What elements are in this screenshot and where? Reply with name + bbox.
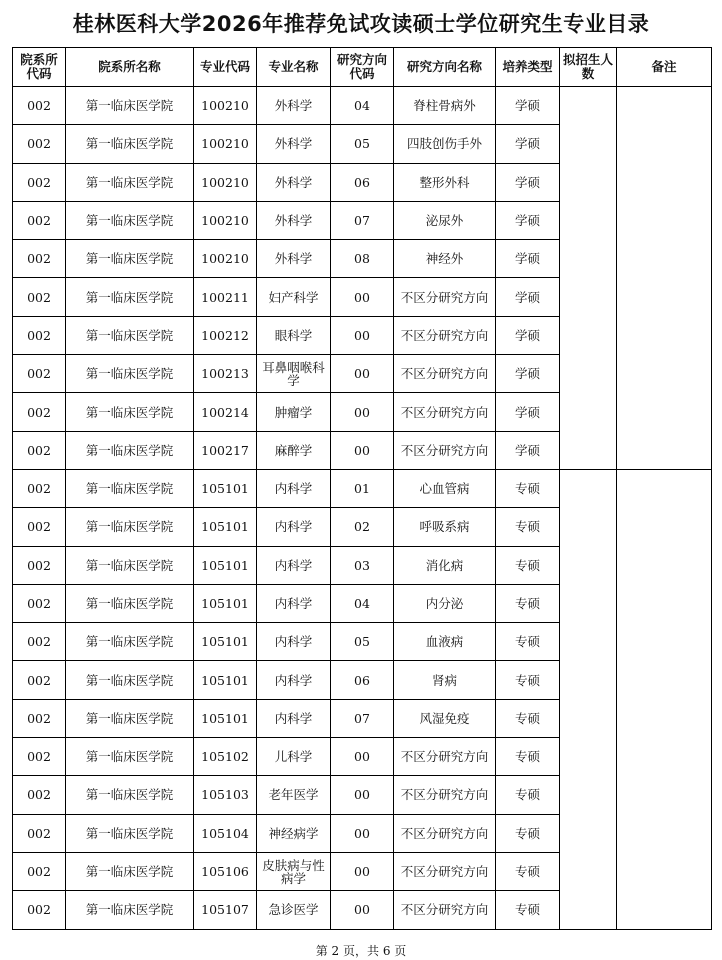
cell-major-code: 100217 — [194, 431, 257, 469]
cell-direction-name: 内分泌 — [394, 584, 496, 622]
cell-dept-code: 002 — [13, 661, 66, 699]
cell-major-code: 100213 — [194, 355, 257, 393]
cell-dept-code: 002 — [13, 201, 66, 239]
cell-major-code: 105101 — [194, 469, 257, 507]
cell-direction-name: 神经外 — [394, 240, 496, 278]
header-degree-type: 培养类型 — [496, 48, 560, 87]
cell-dept-code: 002 — [13, 469, 66, 507]
cell-degree-type: 专硕 — [496, 584, 560, 622]
cell-major-name: 肿瘤学 — [257, 393, 331, 431]
cell-major-code: 105106 — [194, 852, 257, 890]
cell-direction-name: 不区分研究方向 — [394, 316, 496, 354]
cell-dept-name: 第一临床医学院 — [66, 316, 194, 354]
cell-major-name: 眼科学 — [257, 316, 331, 354]
cell-dept-code: 002 — [13, 508, 66, 546]
cell-degree-type: 学硕 — [496, 87, 560, 125]
cell-dept-name: 第一临床医学院 — [66, 891, 194, 929]
cell-dept-code: 002 — [13, 814, 66, 852]
cell-major-code: 105103 — [194, 776, 257, 814]
cell-major-name: 神经病学 — [257, 814, 331, 852]
cell-direction-name: 不区分研究方向 — [394, 393, 496, 431]
cell-direction-name: 不区分研究方向 — [394, 355, 496, 393]
cell-major-code: 105107 — [194, 891, 257, 929]
cell-degree-type: 专硕 — [496, 469, 560, 507]
header-dept-name: 院系所名称 — [66, 48, 194, 87]
cell-major-name: 内科学 — [257, 546, 331, 584]
cell-major-code: 100214 — [194, 393, 257, 431]
table-body — [13, 87, 712, 930]
cell-degree-type: 专硕 — [496, 891, 560, 929]
cell-dept-name: 第一临床医学院 — [66, 431, 194, 469]
cell-degree-type: 学硕 — [496, 316, 560, 354]
cell-dept-name: 第一临床医学院 — [66, 469, 194, 507]
cell-direction-code: 04 — [331, 584, 394, 622]
cell-degree-type: 学硕 — [496, 393, 560, 431]
program-directory-table — [12, 47, 712, 930]
cell-direction-name: 风湿免疫 — [394, 699, 496, 737]
cell-degree-type: 学硕 — [496, 125, 560, 163]
cell-major-code: 105101 — [194, 584, 257, 622]
cell-remarks — [617, 87, 712, 470]
cell-major-name: 老年医学 — [257, 776, 331, 814]
cell-dept-code: 002 — [13, 316, 66, 354]
cell-dept-code: 002 — [13, 623, 66, 661]
cell-dept-name: 第一临床医学院 — [66, 546, 194, 584]
cell-degree-type: 学硕 — [496, 163, 560, 201]
cell-dept-name: 第一临床医学院 — [66, 814, 194, 852]
cell-degree-type: 专硕 — [496, 814, 560, 852]
cell-major-name: 麻醉学 — [257, 431, 331, 469]
cell-major-code: 100210 — [194, 240, 257, 278]
cell-dept-name: 第一临床医学院 — [66, 661, 194, 699]
cell-major-name: 外科学 — [257, 125, 331, 163]
cell-major-code: 100210 — [194, 201, 257, 239]
cell-dept-name: 第一临床医学院 — [66, 508, 194, 546]
cell-major-name: 急诊医学 — [257, 891, 331, 929]
cell-direction-code: 06 — [331, 661, 394, 699]
cell-degree-type: 专硕 — [496, 508, 560, 546]
cell-degree-type: 专硕 — [496, 661, 560, 699]
cell-remarks — [617, 469, 712, 929]
cell-direction-code: 00 — [331, 278, 394, 316]
cell-direction-code: 00 — [331, 814, 394, 852]
cell-degree-type: 专硕 — [496, 623, 560, 661]
cell-quota — [560, 87, 617, 470]
cell-direction-name: 心血管病 — [394, 469, 496, 507]
cell-dept-code: 002 — [13, 278, 66, 316]
cell-dept-name: 第一临床医学院 — [66, 738, 194, 776]
cell-direction-name: 不区分研究方向 — [394, 891, 496, 929]
cell-direction-code: 00 — [331, 393, 394, 431]
cell-direction-code: 05 — [331, 125, 394, 163]
cell-major-name: 外科学 — [257, 240, 331, 278]
cell-direction-code: 04 — [331, 87, 394, 125]
cell-major-code: 100212 — [194, 316, 257, 354]
cell-major-code: 100210 — [194, 125, 257, 163]
cell-direction-name: 肾病 — [394, 661, 496, 699]
cell-direction-code: 00 — [331, 355, 394, 393]
cell-dept-code: 002 — [13, 87, 66, 125]
cell-degree-type: 专硕 — [496, 852, 560, 890]
header-direction-code: 研究方向代码 — [331, 48, 394, 87]
cell-degree-type: 学硕 — [496, 278, 560, 316]
cell-direction-code: 06 — [331, 163, 394, 201]
cell-major-name: 妇产科学 — [257, 278, 331, 316]
cell-dept-code: 002 — [13, 699, 66, 737]
cell-dept-name: 第一临床医学院 — [66, 355, 194, 393]
header-major-name: 专业名称 — [257, 48, 331, 87]
cell-direction-name: 不区分研究方向 — [394, 776, 496, 814]
page-title: 桂林医科大学2026年推荐免试攻读硕士学位研究生专业目录 — [72, 12, 650, 36]
cell-dept-code: 002 — [13, 891, 66, 929]
cell-direction-name: 不区分研究方向 — [394, 431, 496, 469]
cell-degree-type: 专硕 — [496, 738, 560, 776]
cell-dept-code: 002 — [13, 852, 66, 890]
header-direction-name: 研究方向名称 — [394, 48, 496, 87]
cell-direction-code: 05 — [331, 623, 394, 661]
cell-major-code: 100211 — [194, 278, 257, 316]
cell-direction-name: 泌尿外 — [394, 201, 496, 239]
cell-dept-code: 002 — [13, 546, 66, 584]
cell-direction-name: 不区分研究方向 — [394, 852, 496, 890]
cell-degree-type: 专硕 — [496, 776, 560, 814]
cell-direction-name: 整形外科 — [394, 163, 496, 201]
cell-major-name: 内科学 — [257, 469, 331, 507]
cell-major-name: 内科学 — [257, 584, 331, 622]
cell-direction-code: 00 — [331, 891, 394, 929]
cell-direction-code: 02 — [331, 508, 394, 546]
cell-direction-name: 四肢创伤手外 — [394, 125, 496, 163]
cell-direction-name: 不区分研究方向 — [394, 738, 496, 776]
table-row — [13, 469, 712, 507]
cell-dept-name: 第一临床医学院 — [66, 240, 194, 278]
cell-major-name: 内科学 — [257, 699, 331, 737]
table-header-row — [13, 48, 712, 87]
cell-major-name: 内科学 — [257, 623, 331, 661]
cell-direction-name: 不区分研究方向 — [394, 278, 496, 316]
cell-degree-type: 学硕 — [496, 355, 560, 393]
page-footer: 第 2 页，共 6 页 — [315, 944, 407, 958]
cell-direction-code: 00 — [331, 852, 394, 890]
cell-dept-name: 第一临床医学院 — [66, 278, 194, 316]
header-major-code: 专业代码 — [194, 48, 257, 87]
cell-major-name: 耳鼻咽喉科学 — [257, 355, 331, 393]
cell-dept-name: 第一临床医学院 — [66, 699, 194, 737]
cell-dept-code: 002 — [13, 240, 66, 278]
cell-degree-type: 专硕 — [496, 546, 560, 584]
cell-direction-code: 03 — [331, 546, 394, 584]
cell-dept-code: 002 — [13, 355, 66, 393]
cell-major-name: 儿科学 — [257, 738, 331, 776]
cell-dept-name: 第一临床医学院 — [66, 163, 194, 201]
cell-major-code: 105101 — [194, 508, 257, 546]
cell-direction-name: 消化病 — [394, 546, 496, 584]
cell-degree-type: 专硕 — [496, 699, 560, 737]
cell-major-name: 内科学 — [257, 661, 331, 699]
header-dept-code: 院系所代码 — [13, 48, 66, 87]
cell-major-name: 内科学 — [257, 508, 331, 546]
cell-direction-name: 呼吸系病 — [394, 508, 496, 546]
cell-dept-name: 第一临床医学院 — [66, 584, 194, 622]
cell-dept-code: 002 — [13, 393, 66, 431]
cell-direction-name: 不区分研究方向 — [394, 814, 496, 852]
cell-dept-code: 002 — [13, 163, 66, 201]
cell-major-code: 105102 — [194, 738, 257, 776]
cell-degree-type: 学硕 — [496, 431, 560, 469]
header-remarks: 备注 — [617, 48, 712, 87]
cell-dept-name: 第一临床医学院 — [66, 87, 194, 125]
cell-major-code: 100210 — [194, 163, 257, 201]
cell-dept-name: 第一临床医学院 — [66, 623, 194, 661]
cell-dept-name: 第一临床医学院 — [66, 201, 194, 239]
cell-major-code: 105101 — [194, 546, 257, 584]
cell-major-name: 外科学 — [257, 201, 331, 239]
cell-major-name: 外科学 — [257, 163, 331, 201]
cell-direction-name: 脊柱骨病外 — [394, 87, 496, 125]
cell-dept-name: 第一临床医学院 — [66, 852, 194, 890]
cell-direction-name: 血液病 — [394, 623, 496, 661]
cell-direction-code: 00 — [331, 316, 394, 354]
table-row — [13, 87, 712, 125]
cell-major-code: 105104 — [194, 814, 257, 852]
cell-major-code: 105101 — [194, 623, 257, 661]
cell-dept-code: 002 — [13, 431, 66, 469]
cell-direction-code: 00 — [331, 431, 394, 469]
cell-dept-name: 第一临床医学院 — [66, 125, 194, 163]
cell-direction-code: 08 — [331, 240, 394, 278]
cell-dept-name: 第一临床医学院 — [66, 393, 194, 431]
cell-direction-code: 01 — [331, 469, 394, 507]
cell-major-name: 外科学 — [257, 87, 331, 125]
cell-major-name: 皮肤病与性病学 — [257, 852, 331, 890]
cell-direction-code: 07 — [331, 201, 394, 239]
cell-major-code: 100210 — [194, 87, 257, 125]
cell-degree-type: 学硕 — [496, 201, 560, 239]
cell-major-code: 105101 — [194, 661, 257, 699]
cell-quota — [560, 469, 617, 929]
cell-dept-code: 002 — [13, 584, 66, 622]
cell-direction-code: 00 — [331, 738, 394, 776]
cell-direction-code: 07 — [331, 699, 394, 737]
cell-major-code: 105101 — [194, 699, 257, 737]
cell-dept-code: 002 — [13, 125, 66, 163]
cell-dept-code: 002 — [13, 738, 66, 776]
cell-dept-code: 002 — [13, 776, 66, 814]
cell-direction-code: 00 — [331, 776, 394, 814]
cell-dept-name: 第一临床医学院 — [66, 776, 194, 814]
header-quota: 拟招生人数 — [560, 48, 617, 87]
cell-degree-type: 学硕 — [496, 240, 560, 278]
